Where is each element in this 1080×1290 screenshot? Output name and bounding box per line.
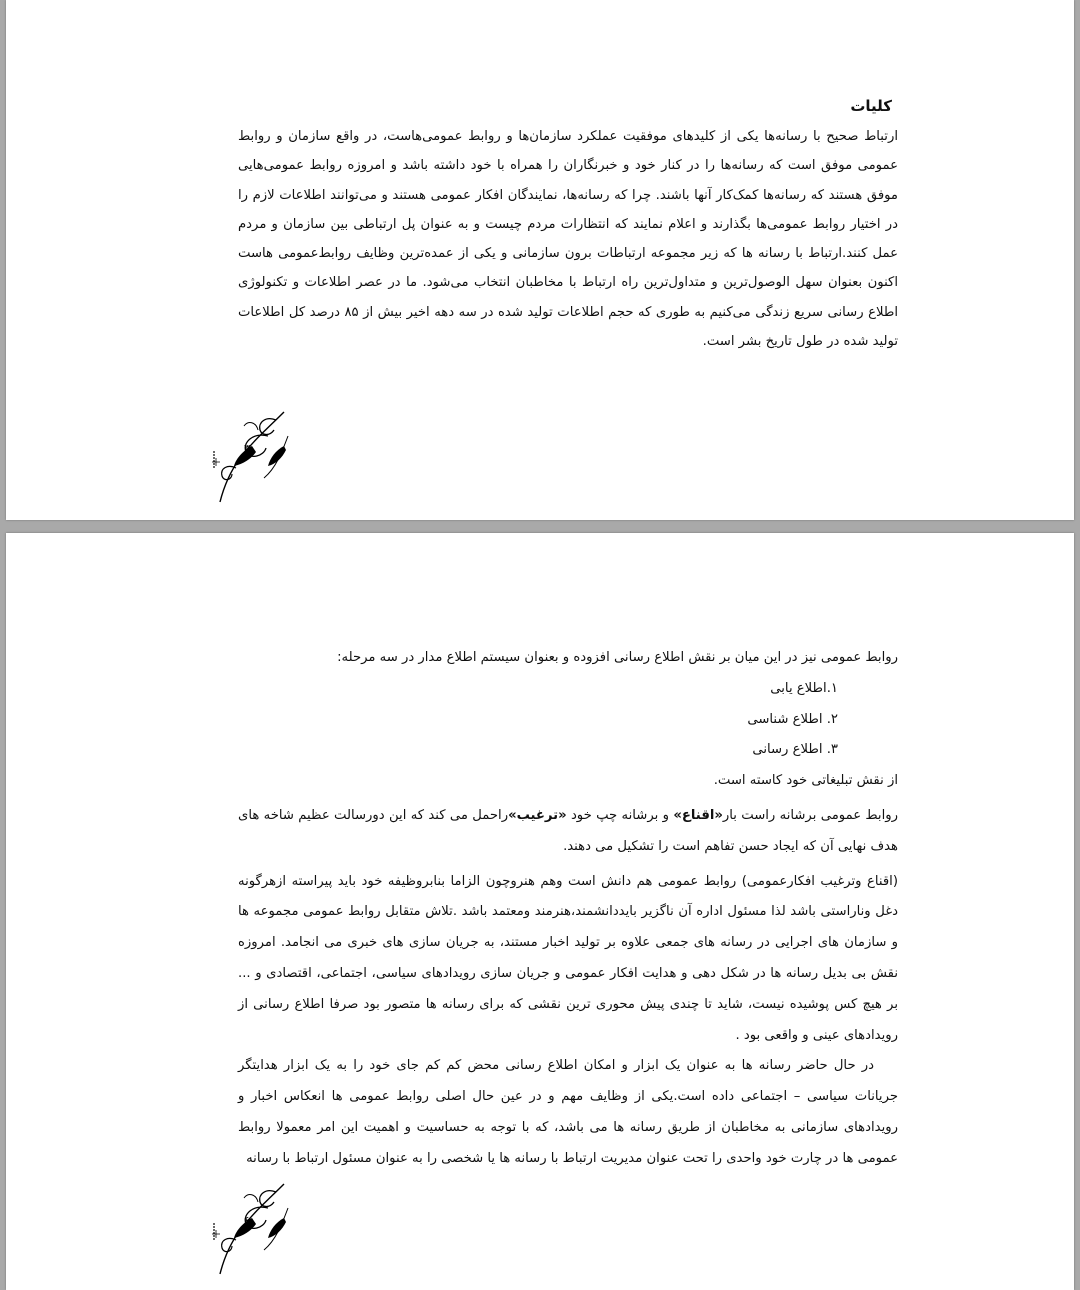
page-2-text-block [238, 643, 898, 1175]
keyword-incentive: «ترغیب» [508, 807, 567, 823]
document-page-2 [6, 533, 1074, 1290]
list-item: ۱.اطلاع یابی [770, 680, 838, 696]
paragraph-media: در حال حاضر رسانه ها به عنوان یک ابزار و امکان اطلاع رسانی محض کم کم جای خود را به یک ابزار هدایتگر جریانات سیاسی – اجتماعی داده است.یکی از وظایف مهم و در عین حال اصلی روابط عمومی ها انعکاس اخبار و رویدادهای سازمانی به مخاطبان از طریق رسانه ها می باشد، که با توجه به حساسیت و اهمیت این امر معمولا روابط عمومی ها در چارت خود واحدی را تحت عنوان مدیریت ارتباط با رسانه ها یا شخصی را به عنوان مسئول ارتباط با رسانه [238, 1058, 898, 1166]
page-ornament-icon [206, 406, 296, 506]
para-a-mid: و برشانه چپ خود [566, 807, 674, 823]
para-a-start: روابط عمومی برشانه راست بار [722, 807, 898, 823]
page-ornament-icon [206, 1178, 296, 1278]
keyword-persuasion: «اقناع» [673, 807, 723, 823]
paragraph-public-relations: (اقناع وترغیب افکارعمومی) روابط عمومی هم دانش است وهم هنروچون الزاما بنابروظیفه خود باید پیراسته ازهرگونه دغل وناراستی باشد لذا مسئول اداره آن ناگزیر بایددانشمند،هنرمند ومعتمد باشد .تلاش متقابل روابط عمومی مجموعه ها و سازمان های اجرایی در رسانه های جمعی علاوه بر تولید اخبار مستند، به جریان سازی های خبری می انجامد. امروزه نقش بی بدیل رسانه ها در شکل دهی و هدایت افکار عمومی و جریان سازی رویدادهای سیاسی، اجتماعی، اقتصادی و ... بر هیچ کس پوشیده نیست، شاید تا چندی پیش محوری ترین نقشی که برای رسانه ها متصور بود صرفا اطلاع رسانی از رویدادهای عینی و واقعی بود . [238, 873, 898, 1043]
intro-line: روابط عمومی نیز در این میان بر نقش اطلاع رسانی افزوده و بعنوان سیستم اطلاع مدار در سه مرحله: [337, 650, 898, 665]
document-page-1 [6, 0, 1074, 520]
page-number: ۳ [244, 442, 250, 455]
page-1-text-block [238, 94, 898, 356]
paragraph-persuasion [238, 801, 898, 863]
section-heading: کلیات [850, 97, 892, 115]
page-number: ٤ [244, 1214, 250, 1227]
page-1-paragraph: ارتباط صحیح با رسانه‌ها یکی از کلیدهای موفقیت عملکرد سازمان‌ها و روابط عمومی‌هاست، در واقع سازمان و روابط عمومی موفق است که رسانه‌ها را در کنار خود و خبرنگاران را همراه با خود داشته باشد و امروزه روابط عمومی‌هایی موفق هستند که رسانه‌ها کمک‌کار آنها باشند. چرا که رسانه‌ها، نمایندگان افکار عمومی هستند و می‌توانند اطلاعات لازم را در اختیار روابط عمومی‌ها بگذارند و اعلام نمایند که انتظارات مردم چیست و به عنوان پل ارتباطی بین سازمان و مردم عمل کنند.ارتباط با رسانه ها که زیر مجموعه ارتباطات برون سازمانی و یکی از عمده‌ترین وظایف روابط‌عمومی هاست اکنون بعنوان سهل الوصول‌ترین و متداول‌ترین راه ارتباط با مخاطبان انتخاب می‌شود. ما در عصر اطلاعات و تکنولوژی اطلاع رسانی سریع زندگی می‌کنیم به طوری که حجم اطلاعات تولید شده در سه دهه اخیر بیش از ۸۵ درصد کل اطلاعات تولید شده در طول تاریخ بشر است. [238, 129, 898, 350]
outro-line: از نقش تبلیغاتی خود کاسته است. [713, 773, 898, 789]
para-a-end: راحمل می کند که این دورسالت عظیم شاخه های هدف نهایی آن که ایجاد حسن تفاهم است را تشکیل می دهند. [238, 807, 898, 854]
list-item: ۳. اطلاع رسانی [752, 742, 838, 758]
list-item: ۲. اطلاع شناسی [747, 711, 838, 727]
